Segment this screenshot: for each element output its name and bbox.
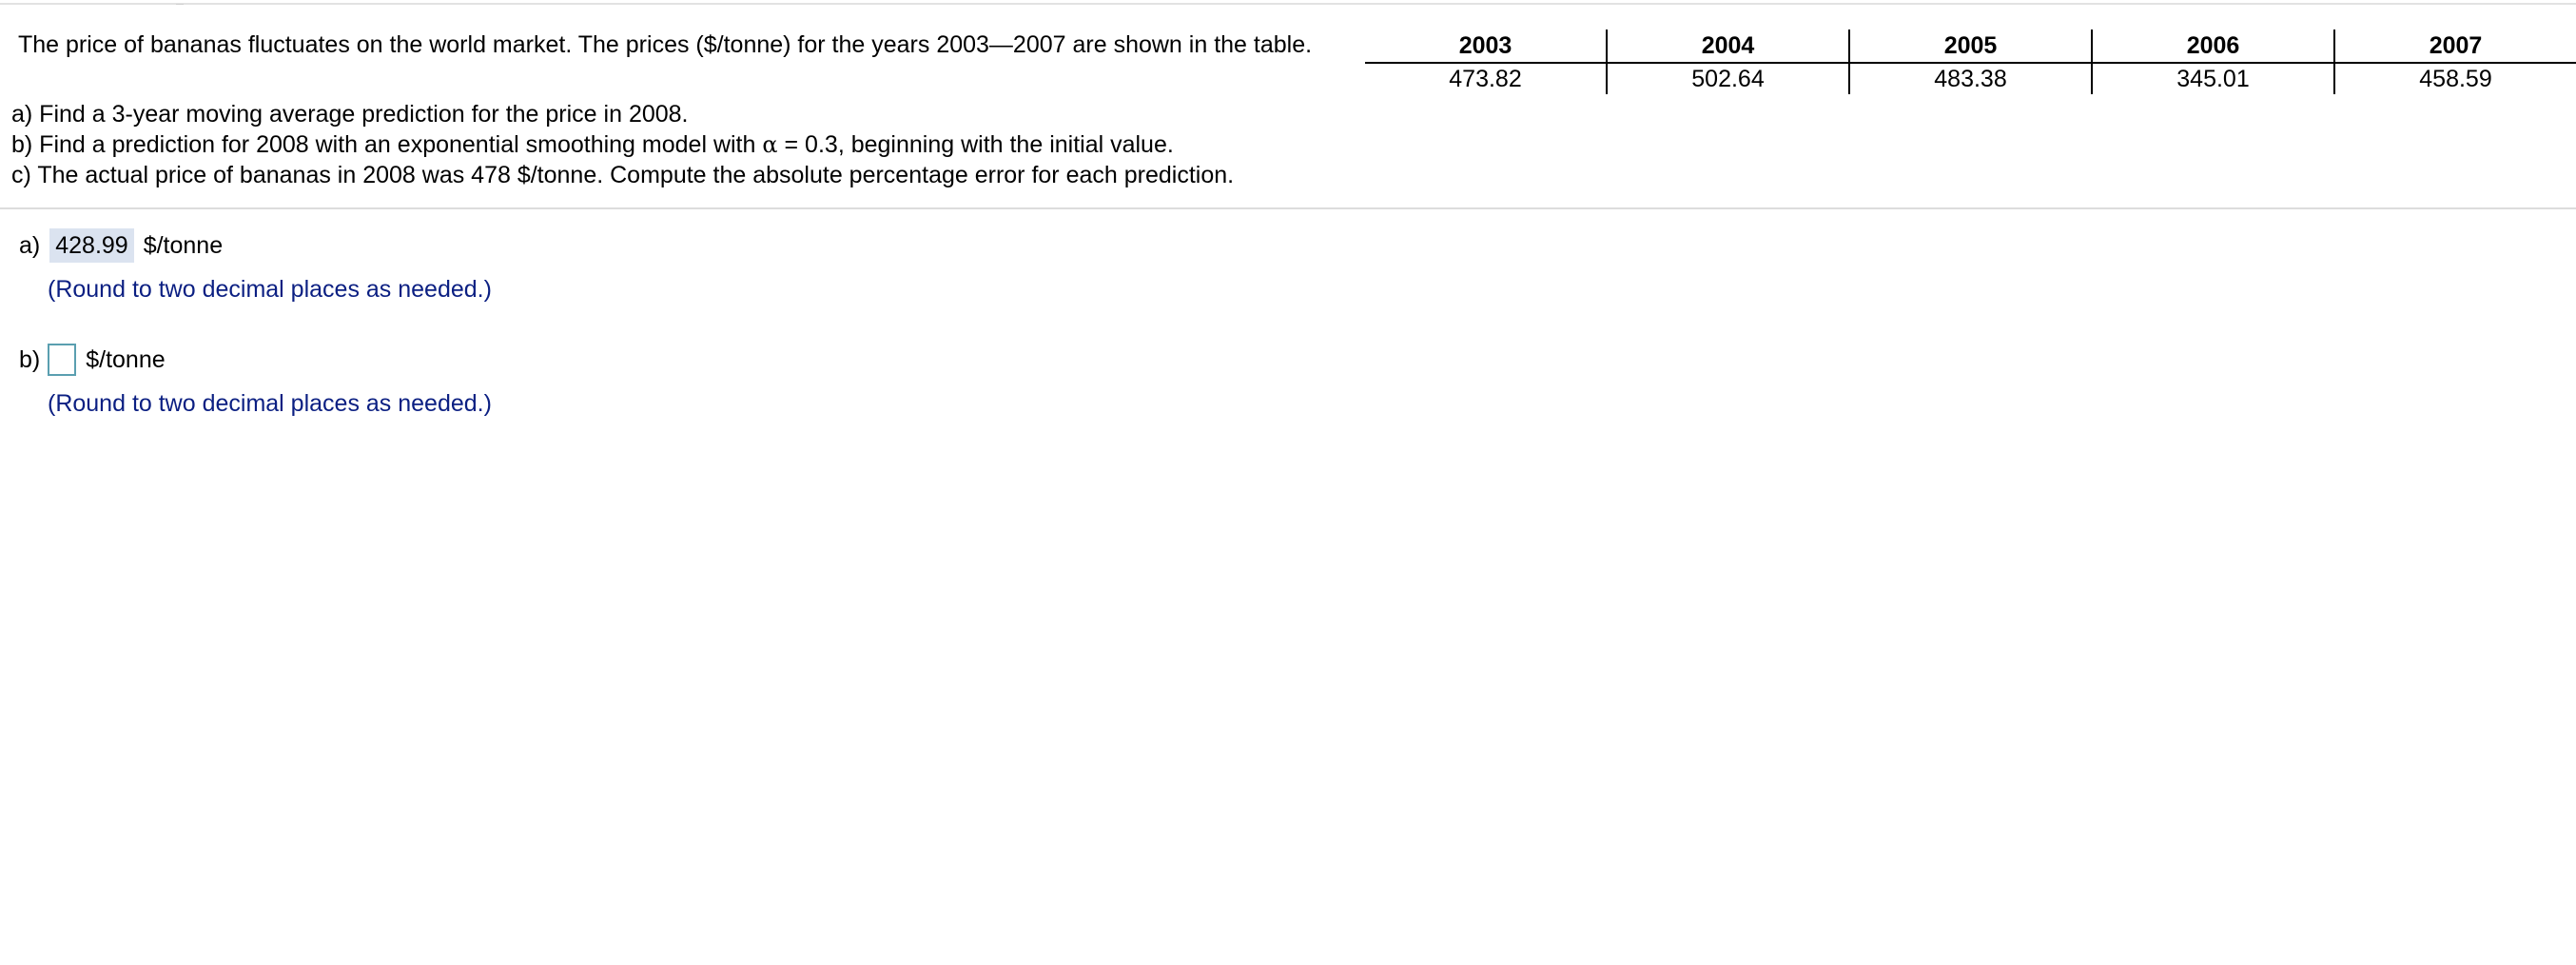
question-parts	[11, 99, 1343, 190]
price-cell: 458.59	[2334, 63, 2576, 94]
price-cell: 473.82	[1449, 65, 1522, 92]
part-b-tail: , beginning with the initial value.	[837, 131, 1174, 158]
part-b-lead: b) Find a prediction for 2008 with an exponential smoothing model with	[11, 131, 763, 158]
question-panel	[0, 0, 2576, 209]
answer-b-unit: $/tonne	[86, 345, 166, 373]
answer-panel	[0, 219, 2576, 447]
price-cell: 502.64	[1607, 63, 1849, 94]
answer-a-label: a)	[19, 231, 41, 259]
answer-b-hint: (Round to two decimal places as needed.)	[48, 390, 492, 417]
price-table	[1365, 30, 2576, 94]
answer-a-hint: (Round to two decimal places as needed.)	[48, 276, 492, 303]
question-intro: The price of bananas fluctuates on the world market. The prices ($/tonne) for the years 2003—2007 are shown in the table.	[18, 31, 1313, 58]
answer-b-label: b)	[19, 345, 41, 373]
answer-a-row	[19, 226, 223, 265]
answer-a-field[interactable]: 428.99	[49, 228, 133, 263]
answer-b-row	[19, 341, 166, 379]
alpha-value: = 0.3	[777, 131, 838, 158]
table-row	[1365, 63, 2576, 94]
year-header: 2007	[2334, 30, 2576, 63]
year-header: 2003	[1365, 30, 1607, 63]
price-cell: 483.38	[1849, 63, 2092, 94]
price-cell: 345.01	[2092, 63, 2334, 94]
part-b-text	[11, 129, 1343, 160]
answer-b-input[interactable]	[48, 344, 76, 376]
year-header: 2004	[1607, 30, 1849, 63]
section-divider	[0, 207, 2576, 209]
year-header: 2006	[2092, 30, 2334, 63]
answer-a-unit: $/tonne	[143, 231, 224, 259]
part-c-text: c) The actual price of bananas in 2008 was 478 $/tonne. Compute the absolute percentage error for each prediction.	[11, 162, 1235, 188]
part-a-text: a) Find a 3-year moving average prediction for the price in 2008.	[11, 101, 689, 128]
table-header-row	[1365, 30, 2576, 63]
year-header: 2005	[1849, 30, 2092, 63]
alpha-symbol: α	[762, 131, 778, 158]
